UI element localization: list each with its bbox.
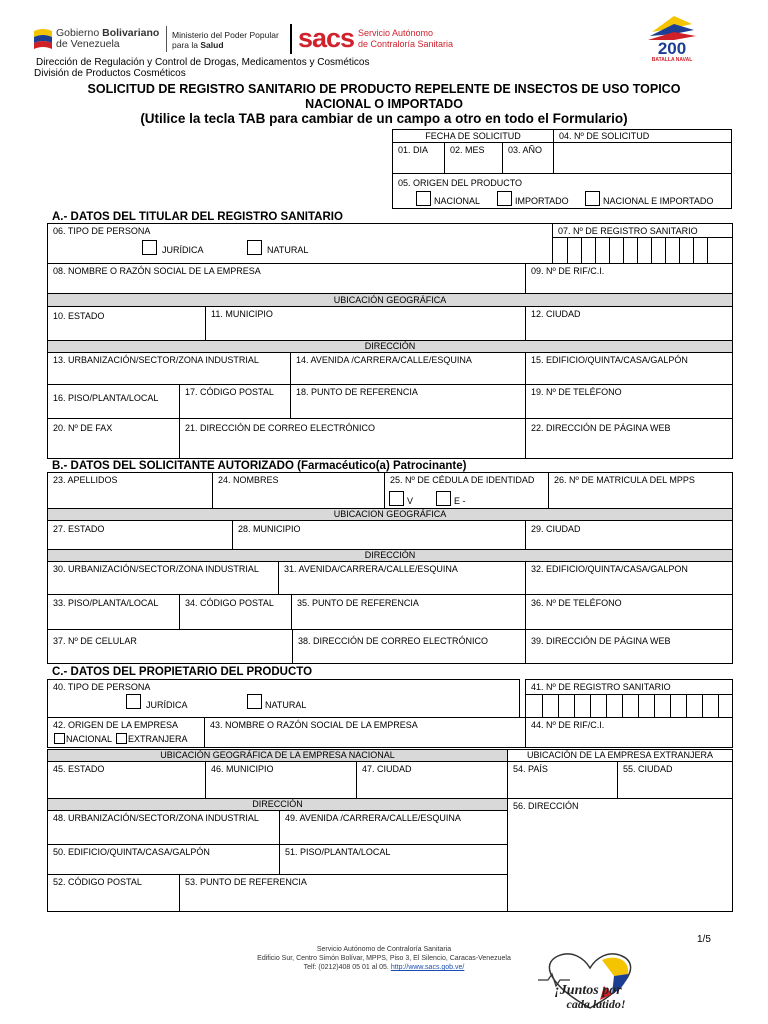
extranjera-checkbox-c[interactable] <box>116 733 127 744</box>
nombres-b[interactable]: 24. NOMBRES <box>212 472 385 509</box>
natural-checkbox-c[interactable] <box>247 694 262 709</box>
v-label: V <box>407 496 414 506</box>
codigo-postal-b[interactable]: 34. CÓDIGO POSTAL <box>179 594 292 630</box>
header-divider <box>166 26 167 52</box>
telefono-a[interactable]: 19. Nº DE TELÉFONO <box>525 384 733 419</box>
estado-a[interactable]: 10. ESTADO <box>47 306 206 341</box>
natural-label-a: NATURAL <box>267 245 309 255</box>
direccion-ext-c[interactable]: 56. DIRECCIÓN <box>507 798 733 912</box>
celular-b[interactable]: 37. Nº DE CELULAR <box>47 629 293 664</box>
juridica-label-a: JURÍDICA <box>162 245 204 255</box>
logo-number: 200 <box>657 39 687 58</box>
registro-digit-grid-c[interactable] <box>526 694 732 717</box>
direccion-band-b: DIRECCIÓN <box>47 549 733 562</box>
bicentennial-logo-icon <box>644 10 700 66</box>
registro-digit-grid[interactable] <box>553 238 732 263</box>
avenida-b[interactable]: 31. AVENIDA/CARRERA/CALLE/ESQUINA <box>278 561 526 595</box>
origen-label: 05. ORIGEN DEL PRODUCTO <box>398 178 523 188</box>
referencia-a[interactable]: 18. PUNTO DE REFERENCIA <box>290 384 526 419</box>
avenida-c[interactable]: 49. AVENIDA /CARRERA/CALLE/ESQUINA <box>279 810 508 845</box>
rif-c[interactable]: 44. Nº DE RIF/C.I. <box>525 717 733 748</box>
anio-field[interactable]: 03. AÑO <box>502 142 554 174</box>
division-line: División de Productos Cosméticos <box>34 68 186 79</box>
ministry-label: Ministerio del Poder Popular para la Salud <box>172 30 279 50</box>
sacs-website-link[interactable]: http://www.sacs.gob.ve/ <box>390 964 465 971</box>
piso-a[interactable]: 16. PISO/PLANTA/LOCAL <box>47 384 180 419</box>
codigo-postal-a[interactable]: 17. CÓDIGO POSTAL <box>179 384 291 419</box>
page-number: 1/5 <box>697 934 711 945</box>
nacional-importado-label: NACIONAL E IMPORTADO <box>603 196 714 206</box>
nacional-label: NACIONAL <box>434 196 481 206</box>
juridica-checkbox-c[interactable] <box>126 694 141 709</box>
razon-social-a[interactable]: 08. NOMBRE O RAZÓN SOCIAL DE LA EMPRESA <box>47 263 526 294</box>
f40-label: 40. TIPO DE PERSONA <box>53 682 151 692</box>
referencia-c[interactable]: 53. PUNTO DE REFERENCIA <box>179 874 508 912</box>
f06-label: 06. TIPO DE PERSONA <box>53 226 151 236</box>
piso-c[interactable]: 51. PISO/PLANTA/LOCAL <box>279 844 508 875</box>
nro-solicitud-label: 04. Nº DE SOLICITUD <box>553 129 732 143</box>
edificio-b[interactable]: 32. EDIFICIO/QUINTA/CASA/GALPON <box>525 561 733 595</box>
nacional-label-c: NACIONAL <box>66 734 113 744</box>
footer-line-2: Edificio Sur, Centro Simón Bolívar, MPPS, Piso 3, El Silencio, Caracas-Venezuela <box>257 955 511 962</box>
natural-checkbox-a[interactable] <box>247 240 262 255</box>
nro-solicitud-field[interactable] <box>553 142 732 174</box>
urbanizacion-c[interactable]: 48. URBANIZACIÓN/SECTOR/ZONA INDUSTRIAL <box>47 810 280 845</box>
municipio-c[interactable]: 46. MUNICIPIO <box>205 761 357 799</box>
tipo-persona-a <box>47 223 553 264</box>
footer-line-1: Servicio Autónomo de Contraloría Sanitaria <box>316 946 452 953</box>
natural-label-c: NATURAL <box>265 700 307 710</box>
avenida-a[interactable]: 14. AVENIDA /CARRERA/CALLE/ESQUINA <box>290 352 526 385</box>
tipo-persona-c <box>47 679 520 718</box>
section-a-title: A.- DATOS DEL TITULAR DEL REGISTRO SANITARIO <box>52 211 343 223</box>
slogan-line-2: cada latido! <box>566 997 626 1011</box>
urbanizacion-a[interactable]: 13. URBANIZACIÓN/SECTOR/ZONA INDUSTRIAL <box>47 352 291 385</box>
department-line: Dirección de Regulación y Control de Drogas, Medicamentos y Cosméticos <box>36 57 370 68</box>
registro-sanitario-c <box>525 679 733 718</box>
mes-field[interactable]: 02. MES <box>444 142 503 174</box>
municipio-a[interactable]: 11. MUNICIPIO <box>205 306 526 341</box>
ubicacion-nacional-band: UBICACIÓN GEOGRÁFICA DE LA EMPRESA NACIONAL <box>47 749 508 762</box>
ubicacion-band-b: UBICACION GEOGRÁFICA <box>47 508 733 521</box>
f42-label: 42. ORIGEN DE LA EMPRESA <box>53 720 179 730</box>
edificio-c[interactable]: 50. EDIFICIO/QUINTA/CASA/GALPÓN <box>47 844 280 875</box>
referencia-b[interactable]: 35. PUNTO DE REFERENCIA <box>291 594 526 630</box>
correo-b[interactable]: 38. DIRECCIÓN DE CORREO ELECTRÓNICO <box>292 629 526 664</box>
venezuela-flag-icon <box>32 27 54 53</box>
correo-a[interactable]: 21. DIRECCIÓN DE CORREO ELECTRÓNICO <box>179 418 526 459</box>
ciudad-c[interactable]: 47. CIUDAD <box>356 761 508 799</box>
f07-label: 07. Nº DE REGISTRO SANITARIO <box>553 224 732 238</box>
pagina-web-b[interactable]: 39. DIRECCIÓN DE PÁGINA WEB <box>525 629 733 664</box>
fecha-header: FECHA DE SOLICITUD <box>392 129 554 143</box>
sacs-logo: sacs <box>298 23 355 53</box>
slogan-line-1: ¡Juntos por <box>554 983 622 998</box>
section-b-title: B.- DATOS DEL SOLICITANTE AUTORIZADO (Farmacéutico(a) Patrocinante) <box>52 460 467 472</box>
registro-sanitario-a <box>552 223 733 264</box>
header-divider <box>290 24 292 54</box>
piso-b[interactable]: 33. PISO/PLANTA/LOCAL <box>47 594 180 630</box>
telefono-b[interactable]: 36. Nº DE TELÉFONO <box>525 594 733 630</box>
form-title: SOLICITUD DE REGISTRO SANITARIO DE PRODUCTO REPELENTE DE INSECTOS DE USO TOPICO <box>87 82 681 96</box>
rif-a[interactable]: 09. Nº DE RIF/C.I. <box>525 263 733 294</box>
form-title-2: NACIONAL O IMPORTADO <box>305 97 463 111</box>
juntos-por-cada-latido-logo <box>530 946 650 1016</box>
footer-line-3: Telf: (0212)408 05 01 al 05. http://www.sacs.gob.ve/ <box>303 964 465 971</box>
codigo-postal-c[interactable]: 52. CÓDIGO POSTAL <box>47 874 180 912</box>
extranjera-label-c: EXTRANJERA <box>128 734 188 744</box>
estado-b[interactable]: 27. ESTADO <box>47 520 233 550</box>
government-label: Gobierno Bolivariano de Venezuela <box>56 27 160 50</box>
apellidos-b[interactable]: 23. APELLIDOS <box>47 472 213 509</box>
direccion-band-c: DIRECCIÓN <box>47 798 508 811</box>
form-instructions: (Utilice la tecla TAB para cambiar de un campo a otro en todo el Formulario) <box>140 111 628 126</box>
e-label: E - <box>454 496 466 506</box>
edificio-a[interactable]: 15. EDIFICIO/QUINTA/CASA/GALPÓN <box>525 352 733 385</box>
juridica-checkbox-a[interactable] <box>142 240 157 255</box>
urbanizacion-b[interactable]: 30. URBANIZACIÓN/SECTOR/ZONA INDUSTRIAL <box>47 561 279 595</box>
ciudad-a[interactable]: 12. CIUDAD <box>525 306 733 341</box>
juridica-label-c: JURÍDICA <box>146 700 188 710</box>
ciudad-ext-c[interactable]: 55. CIUDAD <box>617 761 733 799</box>
logo-caption: BATALLA NAVAL <box>651 57 693 63</box>
v-checkbox[interactable] <box>389 491 404 506</box>
ubicacion-band-a: UBICACIÓN GEOGRÁFICA <box>47 293 733 307</box>
ubicacion-extranjera-band: UBICACIÓN DE LA EMPRESA EXTRANJERA <box>507 749 733 762</box>
pais-c[interactable]: 54. PAÍS <box>507 761 618 799</box>
municipio-b[interactable]: 28. MUNICIPIO <box>232 520 526 550</box>
importado-label: IMPORTADO <box>515 196 569 206</box>
importado-checkbox[interactable] <box>497 191 512 206</box>
dia-field[interactable]: 01. DIA <box>392 142 445 174</box>
cedula-b: 25. Nº DE CÉDULA DE IDENTIDAD <box>384 472 549 509</box>
estado-c[interactable]: 45. ESTADO <box>47 761 206 799</box>
section-c-title: C.- DATOS DEL PROPIETARIO DEL PRODUCTO <box>52 666 313 678</box>
e-checkbox[interactable] <box>436 491 451 506</box>
pagina-web-a[interactable]: 22. DIRECCIÓN DE PÁGINA WEB <box>525 418 733 459</box>
razon-social-c[interactable]: 43. NOMBRE O RAZÓN SOCIAL DE LA EMPRESA <box>204 717 526 748</box>
direccion-band-a: DIRECCIÓN <box>47 340 733 353</box>
sacs-label: Servicio Autónomo de Contraloría Sanitaria <box>358 28 454 49</box>
nacional-checkbox[interactable] <box>416 191 431 206</box>
ciudad-b[interactable]: 29. CIUDAD <box>525 520 733 550</box>
fax-a[interactable]: 20. Nº DE FAX <box>47 418 180 459</box>
nacional-checkbox-c[interactable] <box>54 733 65 744</box>
f41-label: 41. Nº DE REGISTRO SANITARIO <box>531 682 671 692</box>
matricula-b[interactable]: 26. Nº DE MATRICULA DEL MPPS <box>548 472 733 509</box>
nacional-importado-checkbox[interactable] <box>585 191 600 206</box>
